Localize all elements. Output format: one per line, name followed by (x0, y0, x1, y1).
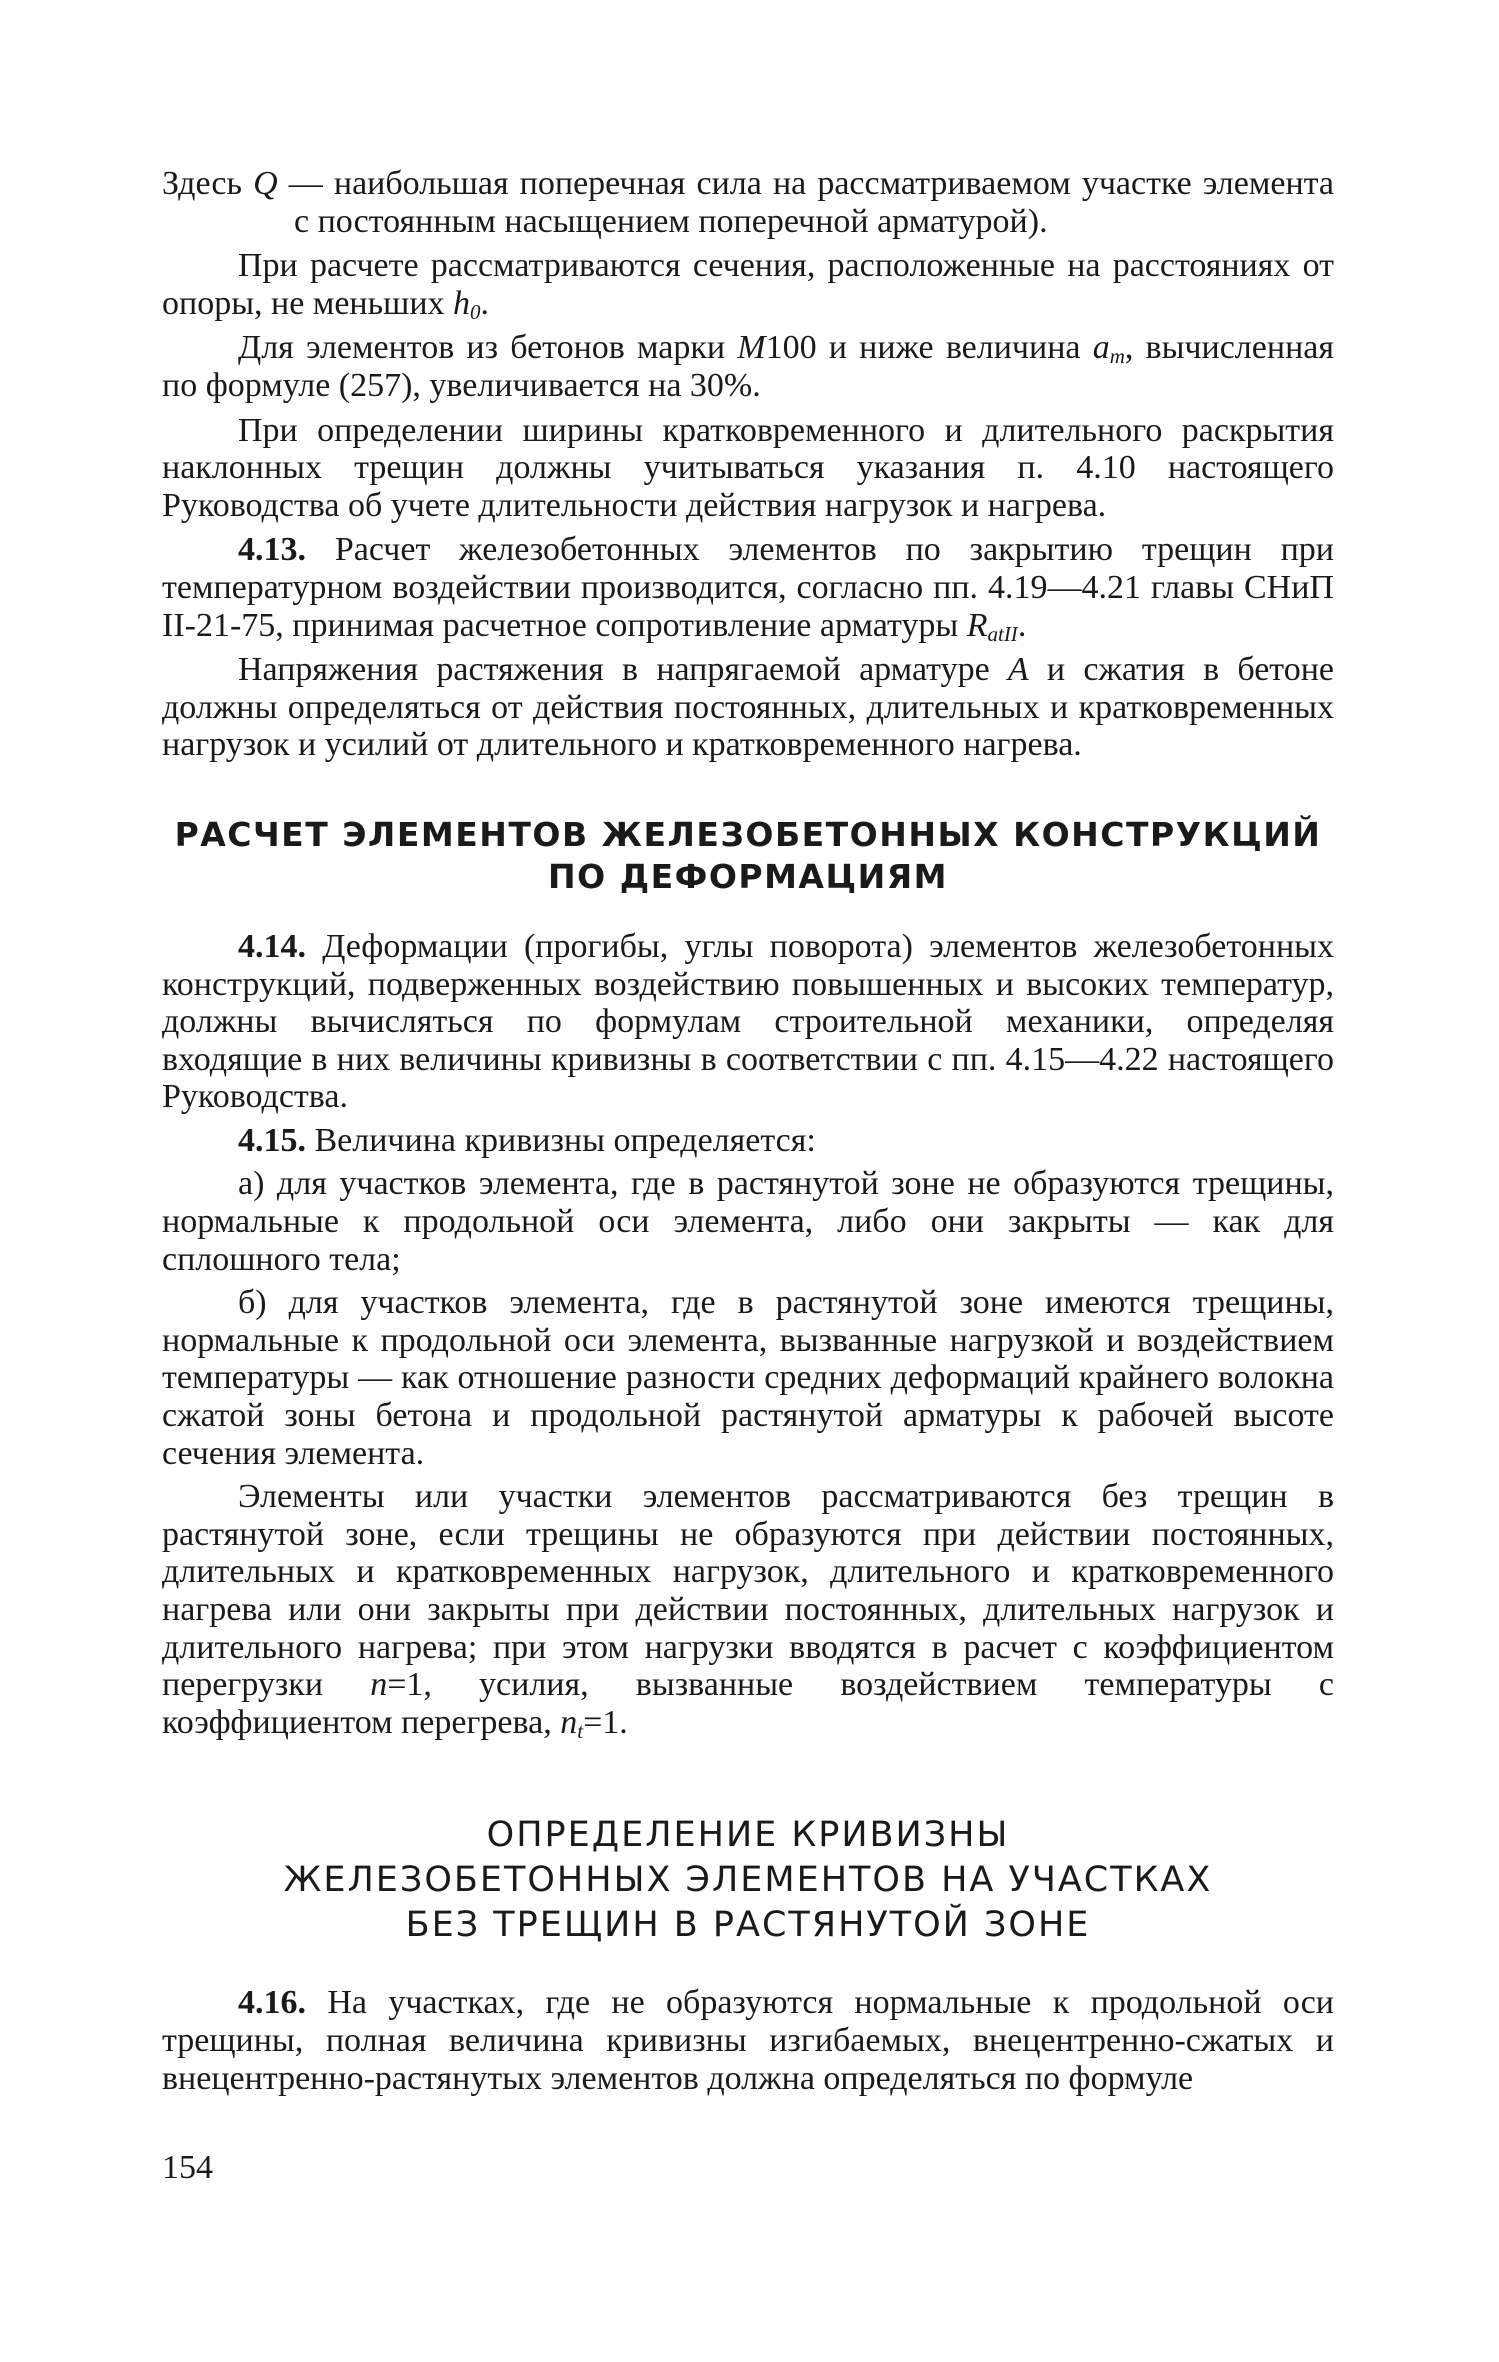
document-page (162, 165, 1334, 2187)
nt-symbol: $n_t$ (560, 1703, 584, 1743)
clause-number-4-13: 4.13. (238, 531, 306, 569)
paragraph-no-cracks: Элементы или участки элементов рассматриваются без трещин в растянутой зоне, если трещины не образуются при действии постоянных, длительных и кратковременных нагрузок, длительного и кратковременного нагрева или они закрыты при действии постоянных, длительных нагрузок и длительного нагрева; при этом нагрузки вводятся в расчет с коэффициентом перегрузки n=1, усилия, вызванные воздействием температуры с коэффициентом перегрева, $n_t=1$. (162, 1478, 1334, 1743)
item-a: а) для участков элемента, где в растянутой зоне не образуются трещины, нормальные к продольной оси элемента, либо они закрыты — как для сплошного тела; (162, 1165, 1334, 1278)
paragraph-4-15: 4.15. Величина кривизны определяется: (238, 1121, 816, 1159)
page-number: 154 (162, 2149, 213, 2187)
q-definition-text: — наибольшая поперечная сила на рассматриваемом участке элемента с постоянным насыщением поперечной арматурой). (288, 165, 1335, 240)
clause-number-4-14: 4.14. (238, 927, 306, 965)
heading-line: ЖЕЛЕЗОБЕТОННЫХ ЭЛЕМЕНТОВ НА УЧАСТКАХ (283, 1860, 1213, 1901)
heading-line: РАСЧЕТ ЭЛЕМЕНТОВ ЖЕЛЕЗОБЕТОННЫХ КОНСТРУКЦИЙ (174, 814, 1322, 854)
q-symbol: Q (253, 165, 278, 202)
n-symbol: n (370, 1666, 388, 1704)
paragraph-4-14: 4.14. Деформации (прогибы, углы поворота) элементов железобетонных конструкций, подверженных воздействию повышенных и высоких температур, должны вычисляться по формулам строительной механики, определяя входящие в них величины кривизны в соответствии с пп. 4.15—4.22 настоящего Руководства. (162, 927, 1334, 1116)
clause-number-4-16: 4.16. (238, 1984, 306, 2022)
a-t-symbol: $a_т$ (1092, 329, 1125, 369)
heading-line: БЕЗ ТРЕЩИН В РАСТЯНУТОЙ ЗОНЕ (405, 1905, 1091, 1946)
q-definition (162, 165, 1334, 240)
r-at-ii-symbol: $R_{atII}$ (966, 606, 1018, 646)
concrete-mark: М (737, 329, 766, 367)
heading-deformations (162, 814, 1334, 898)
intro-label: Здесь (162, 165, 243, 202)
h0-symbol: $h_0$ (453, 284, 481, 324)
paragraph-4-16: 4.16. На участках, где не образуются нормальные к продольной оси трещины, полная величина кривизны изгибаемых, внецентренно-сжатых и внецентренно-растянутых элементов должна определяться по формуле (162, 1984, 1334, 2097)
paragraph-sections: При расчете рассматриваются сечения, расположенные на расстояниях от опоры, не меньших $h_0$. (162, 247, 1334, 324)
paragraph-m100: Для элементов из бетонов марки М100 и ниже величина $a_т$, вычисленная по формуле (257), увеличивается на 30%. (162, 329, 1334, 404)
heading-line: ОПРЕДЕЛЕНИЕ КРИВИЗНЫ (486, 1815, 1010, 1856)
paragraph-4-13: 4.13. Расчет железобетонных элементов по закрытию трещин при температурном воздействии производится, согласно пп. 4.19—4.21 главы СНиП II-21-75, принимая расчетное сопротивление арматуры $R_{atII}$. (162, 531, 1335, 646)
a-symbol: А (1007, 651, 1029, 689)
paragraph-stress: Напряжения растяжения в напрягаемой арматуре А и сжатия в бетоне должны определяться от действия постоянных, длительных и кратковременных нагрузок и усилий от длительного и кратковременного нагрева. (162, 651, 1334, 764)
item-b: б) для участков элемента, где в растянутой зоне имеются трещины, нормальные к продольной оси элемента, вызванные нагрузкой и воздействием температуры — как отношение разности средних деформаций крайнего волокна сжатой зоны бетона и продольной растянутой арматуры к рабочей высоте сечения элемента. (162, 1284, 1334, 1472)
heading-curvature (162, 1813, 1334, 1948)
heading-line: ПО ДЕФОРМАЦИЯМ (548, 856, 948, 896)
paragraph-crack-width: При определении ширины кратковременного и длительного раскрытия наклонных трещин должны учитываться указания п. 4.10 настоящего Руководства об учете длительности действия нагрузок и нагрева. (162, 411, 1334, 524)
clause-number-4-15: 4.15. (238, 1121, 306, 1159)
